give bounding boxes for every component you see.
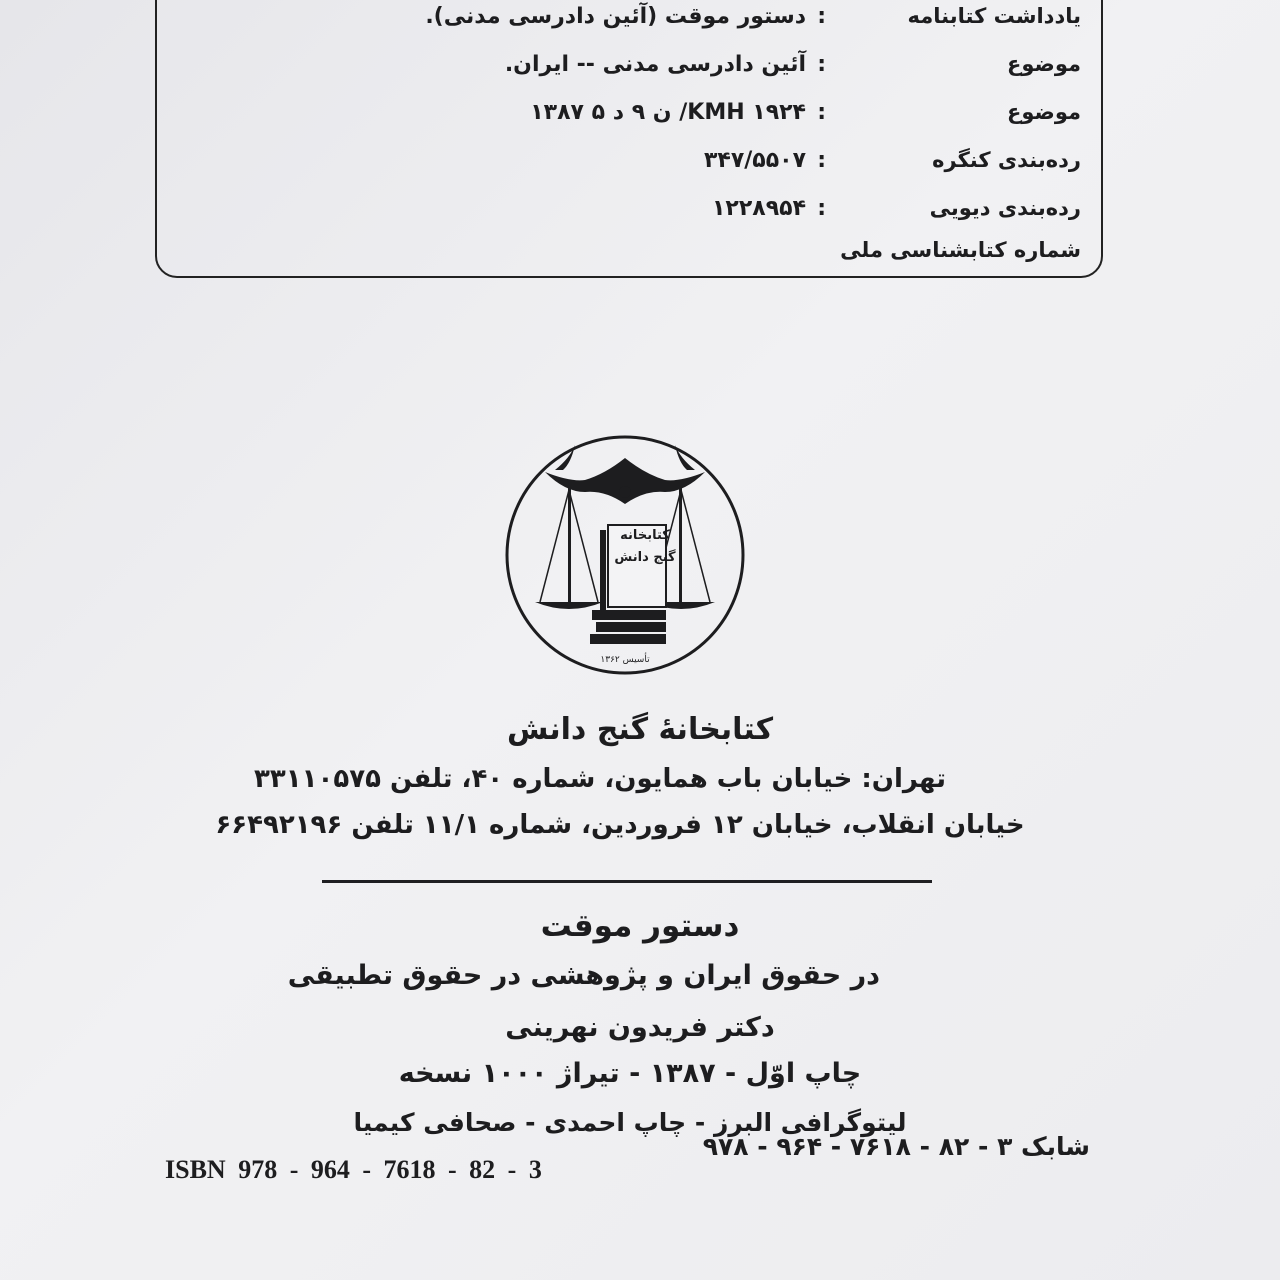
cip-row-national-number — [166, 238, 1081, 286]
cip-colon: : — [817, 196, 826, 221]
cip-label: موضوع — [1007, 52, 1081, 76]
cip-label: یادداشت کتابنامه — [907, 4, 1081, 28]
printing-info: لیتوگرافی البرز - چاپ احمدی - صحافی کیمیا — [353, 1108, 907, 1137]
book-title: دستور موقت — [540, 908, 740, 944]
cip-value: KMH ۱۹۲۴/ ن ۹ د ۵ ۱۳۸۷ — [530, 100, 806, 125]
publisher-address-2: خیابان انقلاب، خیابان ۱۲ فروردین، شماره ۱۱/۱ تلفن ۶۶۴۹۲۱۹۶ — [215, 810, 1025, 840]
cip-row-subject — [166, 52, 1081, 100]
cip-colon: : — [817, 100, 826, 125]
book-author: دکتر فریدون نهرینی — [505, 1012, 775, 1043]
cip-row-dewey — [166, 196, 1081, 244]
logo-book-text: کتابخانه گنج دانش — [614, 528, 676, 565]
edition-info: چاپ اوّل - ۱۳۸۷ - تیراژ ۱۰۰۰ نسخه — [398, 1058, 862, 1089]
logo-founded-text: تأسیس ۱۳۶۲ — [600, 655, 650, 665]
cip-row-congress — [166, 148, 1081, 196]
publisher-address-1: تهران: خیابان باب همایون، شماره ۴۰، تلفن ۳۳۱۱۰۵۷۵ — [254, 764, 946, 794]
cip-row-bibliography — [166, 4, 1081, 52]
cip-colon: : — [817, 52, 826, 77]
cip-value: ۱۲۲۸۹۵۴ — [712, 196, 806, 221]
book-subtitle: در حقوق ایران و پژوهشی در حقوق تطبیقی — [287, 960, 880, 991]
cip-value: ۳۴۷/۵۵۰۷ — [703, 148, 806, 173]
isbn-number: ISBN 978 - 964 - 7618 - 82 - 3 — [165, 1155, 542, 1184]
cip-colon: : — [817, 148, 826, 173]
cataloging-box — [155, 0, 1103, 278]
cip-row-subject-2 — [166, 100, 1081, 148]
cip-label: شماره کتابشناسی ملی — [840, 238, 1081, 262]
cip-value: دستور موقت (آئین دادرسی مدنی). — [425, 4, 806, 29]
cip-label: رده‌بندی کنگره — [932, 148, 1081, 172]
divider — [322, 880, 932, 883]
cip-value: آئین دادرسی مدنی -- ایران. — [504, 52, 806, 77]
shabak-number: شابک ۳ - ۸۲ - ۷۶۱۸ - ۹۶۴ - ۹۷۸ — [702, 1132, 1090, 1161]
cip-colon: : — [817, 4, 826, 29]
publisher-name: کتابخانهٔ گنج دانش — [506, 712, 774, 747]
cip-label: رده‌بندی دیویی — [929, 196, 1081, 220]
cip-label: موضوع — [1007, 100, 1081, 124]
